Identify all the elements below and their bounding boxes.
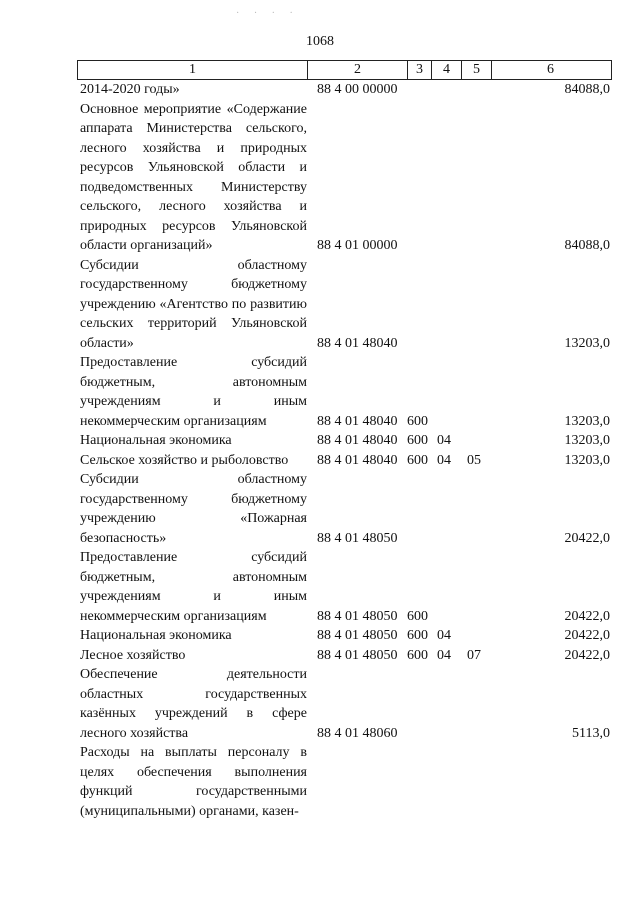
row-sum: 20422,0 [564,628,610,643]
table-row [80,100,610,256]
row-rz: 04 [437,628,451,643]
row-name: Субсидии областному государственному бюджетному учреждению «Агентство по развитию сельских территорий Ульяновской области» [80,257,307,351]
row-code: 88 4 01 48040 [317,452,398,468]
table-row [80,646,610,666]
table-row [80,626,610,646]
row-code: 88 4 01 48050 [317,647,398,663]
row-name: Национальная экономика [80,433,232,448]
column-header-4: 4 [432,61,462,79]
row-name: Предоставление субсидий бюджетным, автономным учреждениям и иным некоммерческим организациям [80,355,307,429]
row-rz: 04 [437,452,451,468]
row-sum: 84088,0 [564,82,610,97]
row-code: 88 4 01 48050 [317,628,398,643]
table-row [80,451,610,471]
row-name: Национальная экономика [80,628,232,643]
table-row [80,431,610,451]
page-number: 1068 [306,34,334,49]
column-header-6: 6 [547,62,554,77]
row-vr: 600 [407,647,428,663]
row-vr: 600 [407,452,428,468]
row-code: 88 4 00 00000 [317,82,398,97]
row-pr: 07 [467,647,481,663]
table-row [80,470,610,548]
row-sum: 13203,0 [564,335,610,351]
row-name: Сельское хозяйство и рыболовство [80,452,289,468]
table-row [80,80,610,100]
row-sum: 20422,0 [564,530,610,546]
row-code: 88 4 01 48050 [317,530,398,546]
row-code: 88 4 01 48040 [317,413,398,429]
row-sum: 13203,0 [564,433,610,448]
row-pr: 05 [467,452,481,468]
column-header-3: 3 [408,61,432,79]
row-vr: 600 [407,413,428,429]
scan-dots: · · · · [236,8,299,19]
row-sum: 13203,0 [564,452,610,468]
row-rz: 04 [437,647,451,663]
row-vr: 600 [407,628,428,643]
row-code: 88 4 01 48060 [317,725,398,741]
row-name: Предоставление субсидий бюджетным, автономным учреждениям и иным некоммерческим организациям [80,550,307,624]
row-name: Лесное хозяйство [80,647,186,663]
row-sum: 13203,0 [564,413,610,429]
row-name: 2014-2020 годы» [80,82,180,97]
row-sum: 5113,0 [572,725,610,741]
table-body [80,80,610,821]
row-code: 88 4 01 48040 [317,335,398,351]
row-name: Расходы на выплаты персоналу в целях обеспечения выполнения функций государственными (муниципальными) органами, казен- [80,745,307,819]
row-name: Субсидии областному государственному бюджетному учреждению «Пожарная безопасность» [80,472,307,546]
column-header-1: 1 [78,61,308,79]
row-vr: 600 [407,433,428,448]
row-rz: 04 [437,433,451,448]
table-row [80,353,610,431]
row-sum: 20422,0 [564,608,610,624]
table-row [80,256,610,354]
row-vr: 600 [407,608,428,624]
row-name: Обеспечение деятельности областных государственных казённых учреждений в сфере лесного хозяйства [80,667,307,741]
row-sum: 84088,0 [564,238,610,253]
row-code: 88 4 01 00000 [317,238,398,253]
row-sum: 20422,0 [564,647,610,663]
table-row [80,665,610,743]
row-code: 88 4 01 48050 [317,608,398,624]
column-header-2: 2 [308,61,408,79]
table-row [80,548,610,626]
column-header-5: 5 [462,61,492,79]
row-code: 88 4 01 48040 [317,433,398,448]
table-row [80,743,610,821]
table-header [77,60,612,80]
row-name: Основное мероприятие «Содержание аппарата Министерства сельского, лесного хозяйства и природных ресурсов Ульяновской области и подведомственных Министерству сельского, лесного хозяйства и природных ресурсов Ульяновской области организаций» [80,101,307,253]
